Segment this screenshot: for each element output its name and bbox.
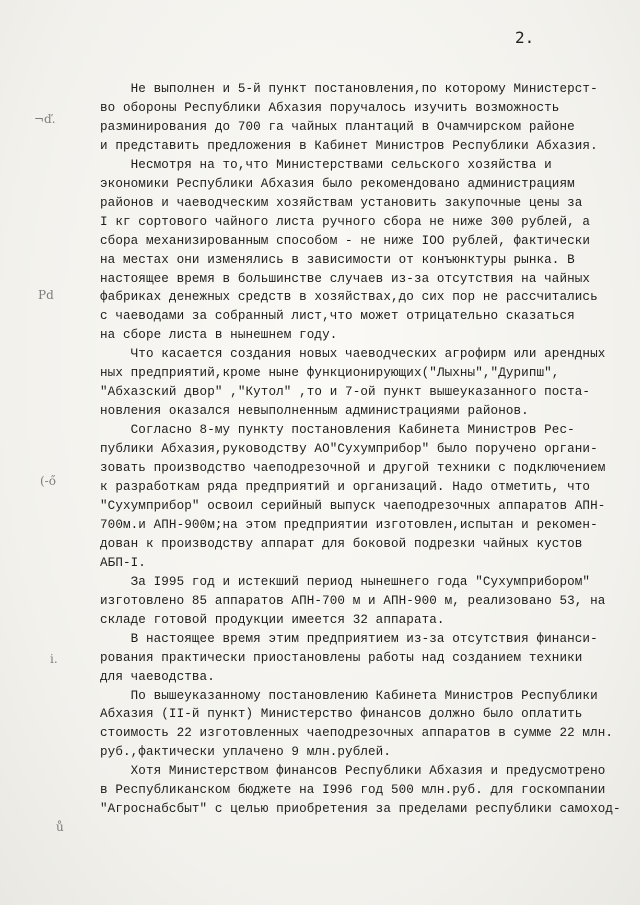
margin-mark: Pd xyxy=(38,288,54,302)
text-line: районов и чаеводческим хозяйствам установить закупочные цены за xyxy=(100,195,583,210)
text-line: публики Абхазия,руководству АО"Сухумприбор" было поручено органи- xyxy=(100,442,598,457)
text-line: Согласно 8-му пункту постановления Кабинета Министров Рес- xyxy=(100,423,575,438)
margin-mark: ů xyxy=(56,820,64,834)
text-line: Абхазия (II-й пункт) Министерство финансов должно было оплатить xyxy=(100,707,583,722)
text-line: во обороны Республики Абхазия поручалось изучить возможность xyxy=(100,100,560,115)
text-line: новления оказался невыполненным администрациями районов. xyxy=(100,404,529,419)
text-line: складе готовой продукции имеется 32 аппарата. xyxy=(100,612,445,627)
text-line: В настоящее время этим предприятием из-за отсутствия финанси- xyxy=(100,631,598,646)
page-number: 2. xyxy=(515,28,535,47)
text-line: фабриках денежных средств в хозяйствах,до сих пор не рассчитались xyxy=(100,290,598,305)
text-line: с чаеводами за собранный лист,что может отрицательно сказаться xyxy=(100,309,575,324)
text-line: рования практически приостановлены работы над созданием техники xyxy=(100,650,583,665)
text-line: настоящее время в большинстве случаев из-за отсутствия на чайных xyxy=(100,271,591,286)
text-line: и представить предложения в Кабинет Министров Республики Абхазия. xyxy=(100,138,598,153)
text-line: АБП-I. xyxy=(100,555,146,570)
text-line: разминирования до 700 га чайных плантаций в Очамчирском районе xyxy=(100,119,575,134)
text-line: ных предприятий,кроме ныне функционирующих("Лыхны","Дурипш", xyxy=(100,366,560,381)
text-line: Хотя Министерством финансов Республики Абхазия и предусмотрено xyxy=(100,764,606,779)
text-line: к разработкам ряда предприятий и организаций. Надо отметить, что xyxy=(100,480,591,495)
text-line: сбора механизированным способом - не ниже IOO рублей, фактически xyxy=(100,233,591,248)
text-line: Не выполнен и 5-й пункт постановления,по которому Министерст- xyxy=(100,82,598,96)
text-line: экономики Республики Абхазия было рекомендовано администрациям xyxy=(100,176,575,191)
text-line: Несмотря на то,что Министерствами сельского хозяйства и xyxy=(100,157,552,172)
text-line: дован к производству аппарат для боковой подрезки чайных кустов xyxy=(100,536,583,551)
text-line: изготовлено 85 аппаратов АПН-700 м и АПН-900 м, реализовано 53, на xyxy=(100,593,606,608)
text-line: зовать производство чаеподрезочной и другой техники с подключением xyxy=(100,461,606,476)
text-line: 700м.и АПН-900м;на этом предприятии изготовлен,испытан и рекомен- xyxy=(100,517,598,532)
margin-mark: i. xyxy=(50,652,58,666)
text-line: "Агроснабсбыт" с целью приобретения за пределами республики самоход- xyxy=(100,802,621,817)
text-line: на местах они изменялись в зависимости от конъюнктуры рынка. В xyxy=(100,252,575,267)
text-line: стоимость 22 изготовленных чаеподрезочных аппаратов в сумме 22 млн. xyxy=(100,726,614,741)
document-body xyxy=(100,80,621,819)
text-line: "Абхазский двор" ,"Кутол" ,то и 7-ой пункт вышеуказанного поста- xyxy=(100,385,591,400)
text-line: для чаеводства. xyxy=(100,669,215,684)
text-line: на сборе листа в нынешнем году. xyxy=(100,328,338,343)
text-line: в Республиканском бюджете на I996 год 500 млн.руб. для госкомпании xyxy=(100,783,606,798)
text-line: За I995 год и истекший период нынешнего года "Сухумприбором" xyxy=(100,574,591,589)
text-line: руб.,фактически уплачено 9 млн.рублей. xyxy=(100,745,391,760)
margin-mark: ¬ď. xyxy=(34,112,56,126)
margin-mark: (-ő xyxy=(40,474,56,488)
text-line: Что касается создания новых чаеводческих агрофирм или арендных xyxy=(100,347,606,362)
text-line: I кг сортового чайного листа ручного сбора не ниже 300 рублей, а xyxy=(100,214,591,229)
text-line: "Сухумприбор" освоил серийный выпуск чаеподрезочных аппаратов АПН- xyxy=(100,498,606,513)
text-line: По вышеуказанному постановлению Кабинета Министров Республики xyxy=(100,688,598,703)
